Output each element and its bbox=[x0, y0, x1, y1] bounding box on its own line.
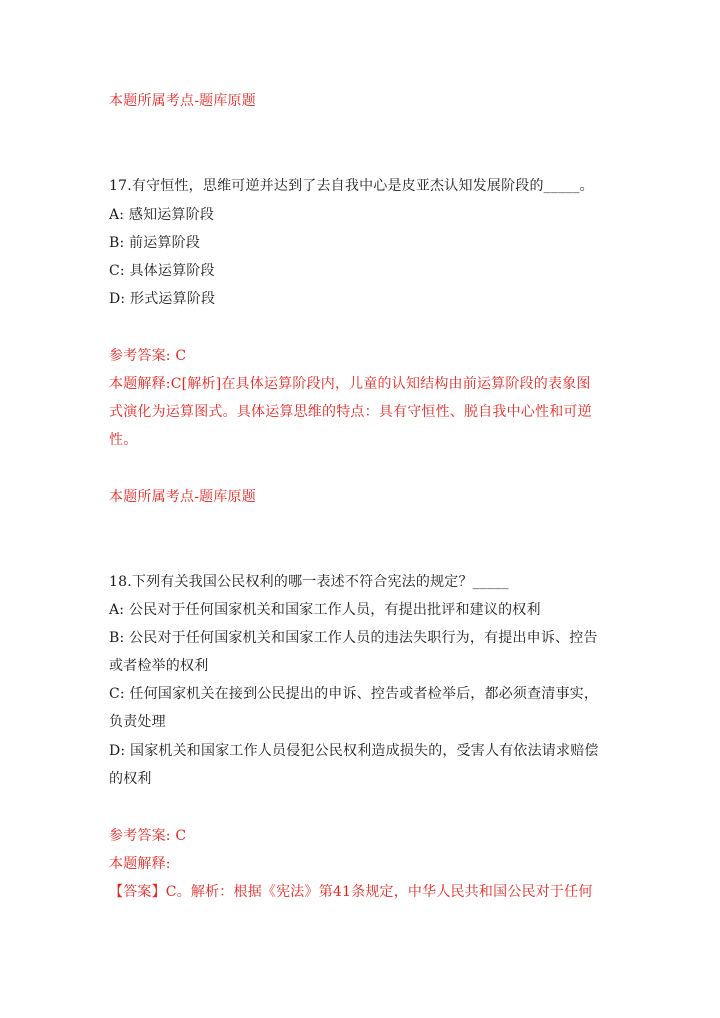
question-17-option-c: C: 具体运算阶段 bbox=[109, 263, 215, 279]
source-tag: 本题所属考点-题库原题 bbox=[109, 93, 256, 109]
question-18-text: 18.下列有关我国公民权利的哪一表述不符合宪法的规定？_____ bbox=[109, 574, 509, 590]
question-18-explanation-text: 【答案】C。解析：根据《宪法》第41条规定，中华人民共和国公民对于任何 bbox=[109, 884, 593, 900]
question-18-option-c-line-1: C: 任何国家机关在接到公民提出的申诉、控告或者检举后，都必须查清事实， bbox=[109, 686, 599, 702]
question-18-option-a: A: 公民对于任何国家机关和国家工作人员，有提出批评和建议的权利 bbox=[109, 602, 541, 618]
question-18-option-b-line-2: 或者检举的权利 bbox=[109, 658, 209, 674]
question-17-text: 17.有守恒性，思维可逆并达到了去自我中心是皮亚杰认知发展阶段的_____。 bbox=[109, 178, 594, 194]
question-18-option-d-line-2: 的权利 bbox=[109, 771, 152, 787]
question-17-option-a: A: 感知运算阶段 bbox=[109, 207, 215, 223]
question-18-explanation-label: 本题解释: bbox=[109, 856, 171, 872]
question-18-option-b-line-1: B: 公民对于任何国家机关和国家工作人员的违法失职行为，有提出申诉、控告 bbox=[109, 630, 598, 646]
question-18-option-d-line-1: D: 国家机关和国家工作人员侵犯公民权利造成损失的，受害人有依法请求赔偿 bbox=[109, 743, 599, 759]
question-18-option-c-line-2: 负责处理 bbox=[109, 714, 166, 730]
question-17-answer: 参考答案: C bbox=[109, 348, 187, 364]
question-17-option-d: D: 形式运算阶段 bbox=[109, 291, 216, 307]
question-17-option-b: B: 前运算阶段 bbox=[109, 235, 201, 251]
question-17-source-tag: 本题所属考点-题库原题 bbox=[109, 489, 256, 505]
question-18-answer: 参考答案: C bbox=[109, 828, 187, 844]
question-17-explanation-line-1: 本题解释:C[解析]在具体运算阶段内，儿童的认知结构由前运算阶段的表象图 bbox=[109, 376, 591, 392]
question-17-explanation-line-3: 性。 bbox=[109, 432, 138, 448]
question-17-explanation-line-2: 式演化为运算图式。具体运算思维的特点：具有守恒性、脱自我中心性和可逆 bbox=[109, 404, 592, 420]
